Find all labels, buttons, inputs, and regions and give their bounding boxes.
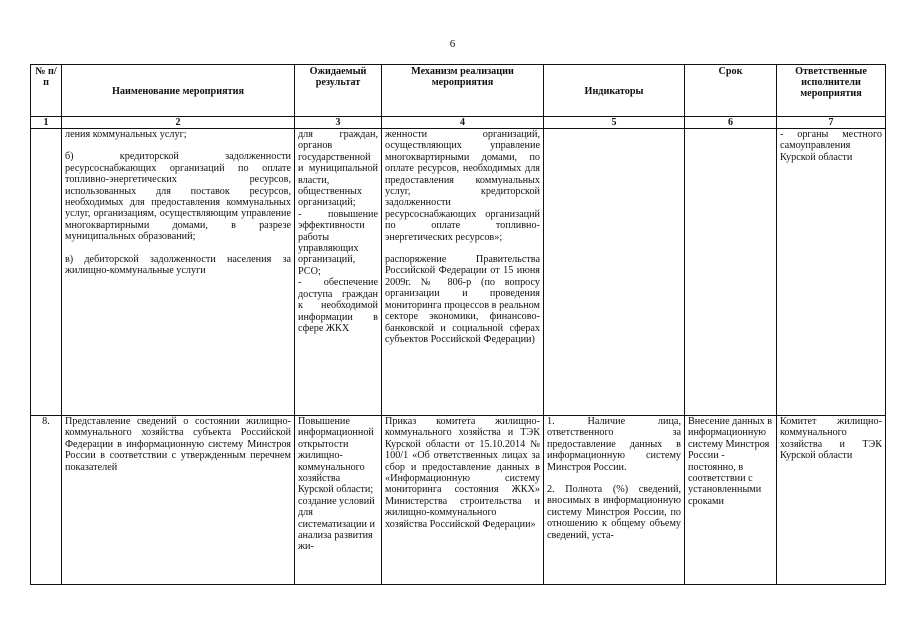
row-mechanism-part: распоряжение Правительства Российской Федерации от 15 июня 2009г. № 806-р (по вопросу организации и проведения мониторинга процессов в реальном секторе экономики, финансово-банковской и социальной сферах субъектов Российской Федерации): [385, 254, 540, 345]
row-name: [62, 129, 295, 416]
row-indicator-part: 2. Полнота (%) сведений, вносимых в информационную систему Минстроя России, по отношению к общему объему сведений, уста-: [547, 484, 681, 541]
row-executors: Комитет жилищно-коммунального хозяйства и ТЭК Курской области: [777, 416, 886, 585]
header-result: Ожидаемый результат: [295, 65, 382, 117]
table-header-row: [31, 65, 886, 117]
row-num: [31, 129, 62, 416]
row-num: 8.: [31, 416, 62, 585]
row-name-part: в) дебиторской задолженности населения за жилищно-коммунальные услуги: [65, 253, 291, 277]
row-indicator-part: 1. Наличие лица, ответственного за предоставление данных в информационную систему Минстроя России.: [547, 416, 681, 473]
col-number-5: 5: [544, 117, 685, 129]
header-num: № п/п: [31, 65, 62, 117]
row-indicators: [544, 129, 685, 416]
header-indicators: Индикаторы: [544, 65, 685, 117]
col-number-3: 3: [295, 117, 382, 129]
table-row: [31, 129, 886, 416]
row-name: Представление сведений о состоянии жилищно-коммунального хозяйства субъекта Российской Федерации в информационную систему Минстроя России в соответствии с утвержденным перечнем показателей: [62, 416, 295, 585]
col-number-1: 1: [31, 117, 62, 129]
row-mechanism-part: женности организаций, осуществляющих управление многоквартирными домами, по оплате ресурсов, необходимых для предоставления коммунальных услуг, кредиторской задолженности ресурсоснабжающих организаций по оплате топливно-энергетических ресурсов»;: [385, 129, 540, 243]
row-name-part: ления коммунальных услуг;: [65, 129, 187, 140]
col-number-6: 6: [685, 117, 777, 129]
column-numbers-row: [31, 117, 886, 129]
header-mechanism: Механизм реализации мероприятия: [382, 65, 544, 117]
measures-table: [30, 64, 886, 585]
row-indicators: [544, 416, 685, 585]
col-number-7: 7: [777, 117, 886, 129]
col-number-4: 4: [382, 117, 544, 129]
header-name: Наименование мероприятия: [62, 65, 295, 117]
row-result: Повышение информационной открытости жилищно-коммунального хозяйства Курской области; создание условий для систематизации и анализа развития жи-: [295, 416, 382, 585]
col-number-2: 2: [62, 117, 295, 129]
row-name-part: б) кредиторской задолженности ресурсоснабжающих организаций по оплате топливно-энергетических ресурсов, использованных для поставок ресурсов, необходимых для предоставления коммунальных услуг, организациям, осуществляющим управление многоквартирными домами, в разрезе муниципальных образований;: [65, 151, 291, 243]
row-mechanism: [382, 129, 544, 416]
row-mechanism: Приказ комитета жилищно-коммунального хозяйства и ТЭК Курской области от 15.10.2014 № 100/1 «Об ответственных лицах за сбор и предоставление данных в «Информационную систему мониторинга состояния ЖКХ» Министерства строительства и жилищно-коммунального хозяйства Российской Федерации»: [382, 416, 544, 585]
page-number: 6: [449, 38, 456, 50]
header-executors: Ответственные исполнители мероприятия: [777, 65, 886, 117]
row-term: Внесение данных в информационную систему Минстроя России - постоянно, в соответствии с установленными сроками: [685, 416, 777, 585]
row-result: для граждан, органов государственной и муниципальной власти, общественных организаций; - повышение эффективности работы управляющих организаций, РСО; - обеспечение доступа граждан к необходимой информации в сфере ЖКХ: [295, 129, 382, 416]
header-term: Срок: [685, 65, 777, 117]
row-executors: - органы местного самоуправления Курской области: [777, 129, 886, 416]
table-row: [31, 416, 886, 585]
row-term: [685, 129, 777, 416]
